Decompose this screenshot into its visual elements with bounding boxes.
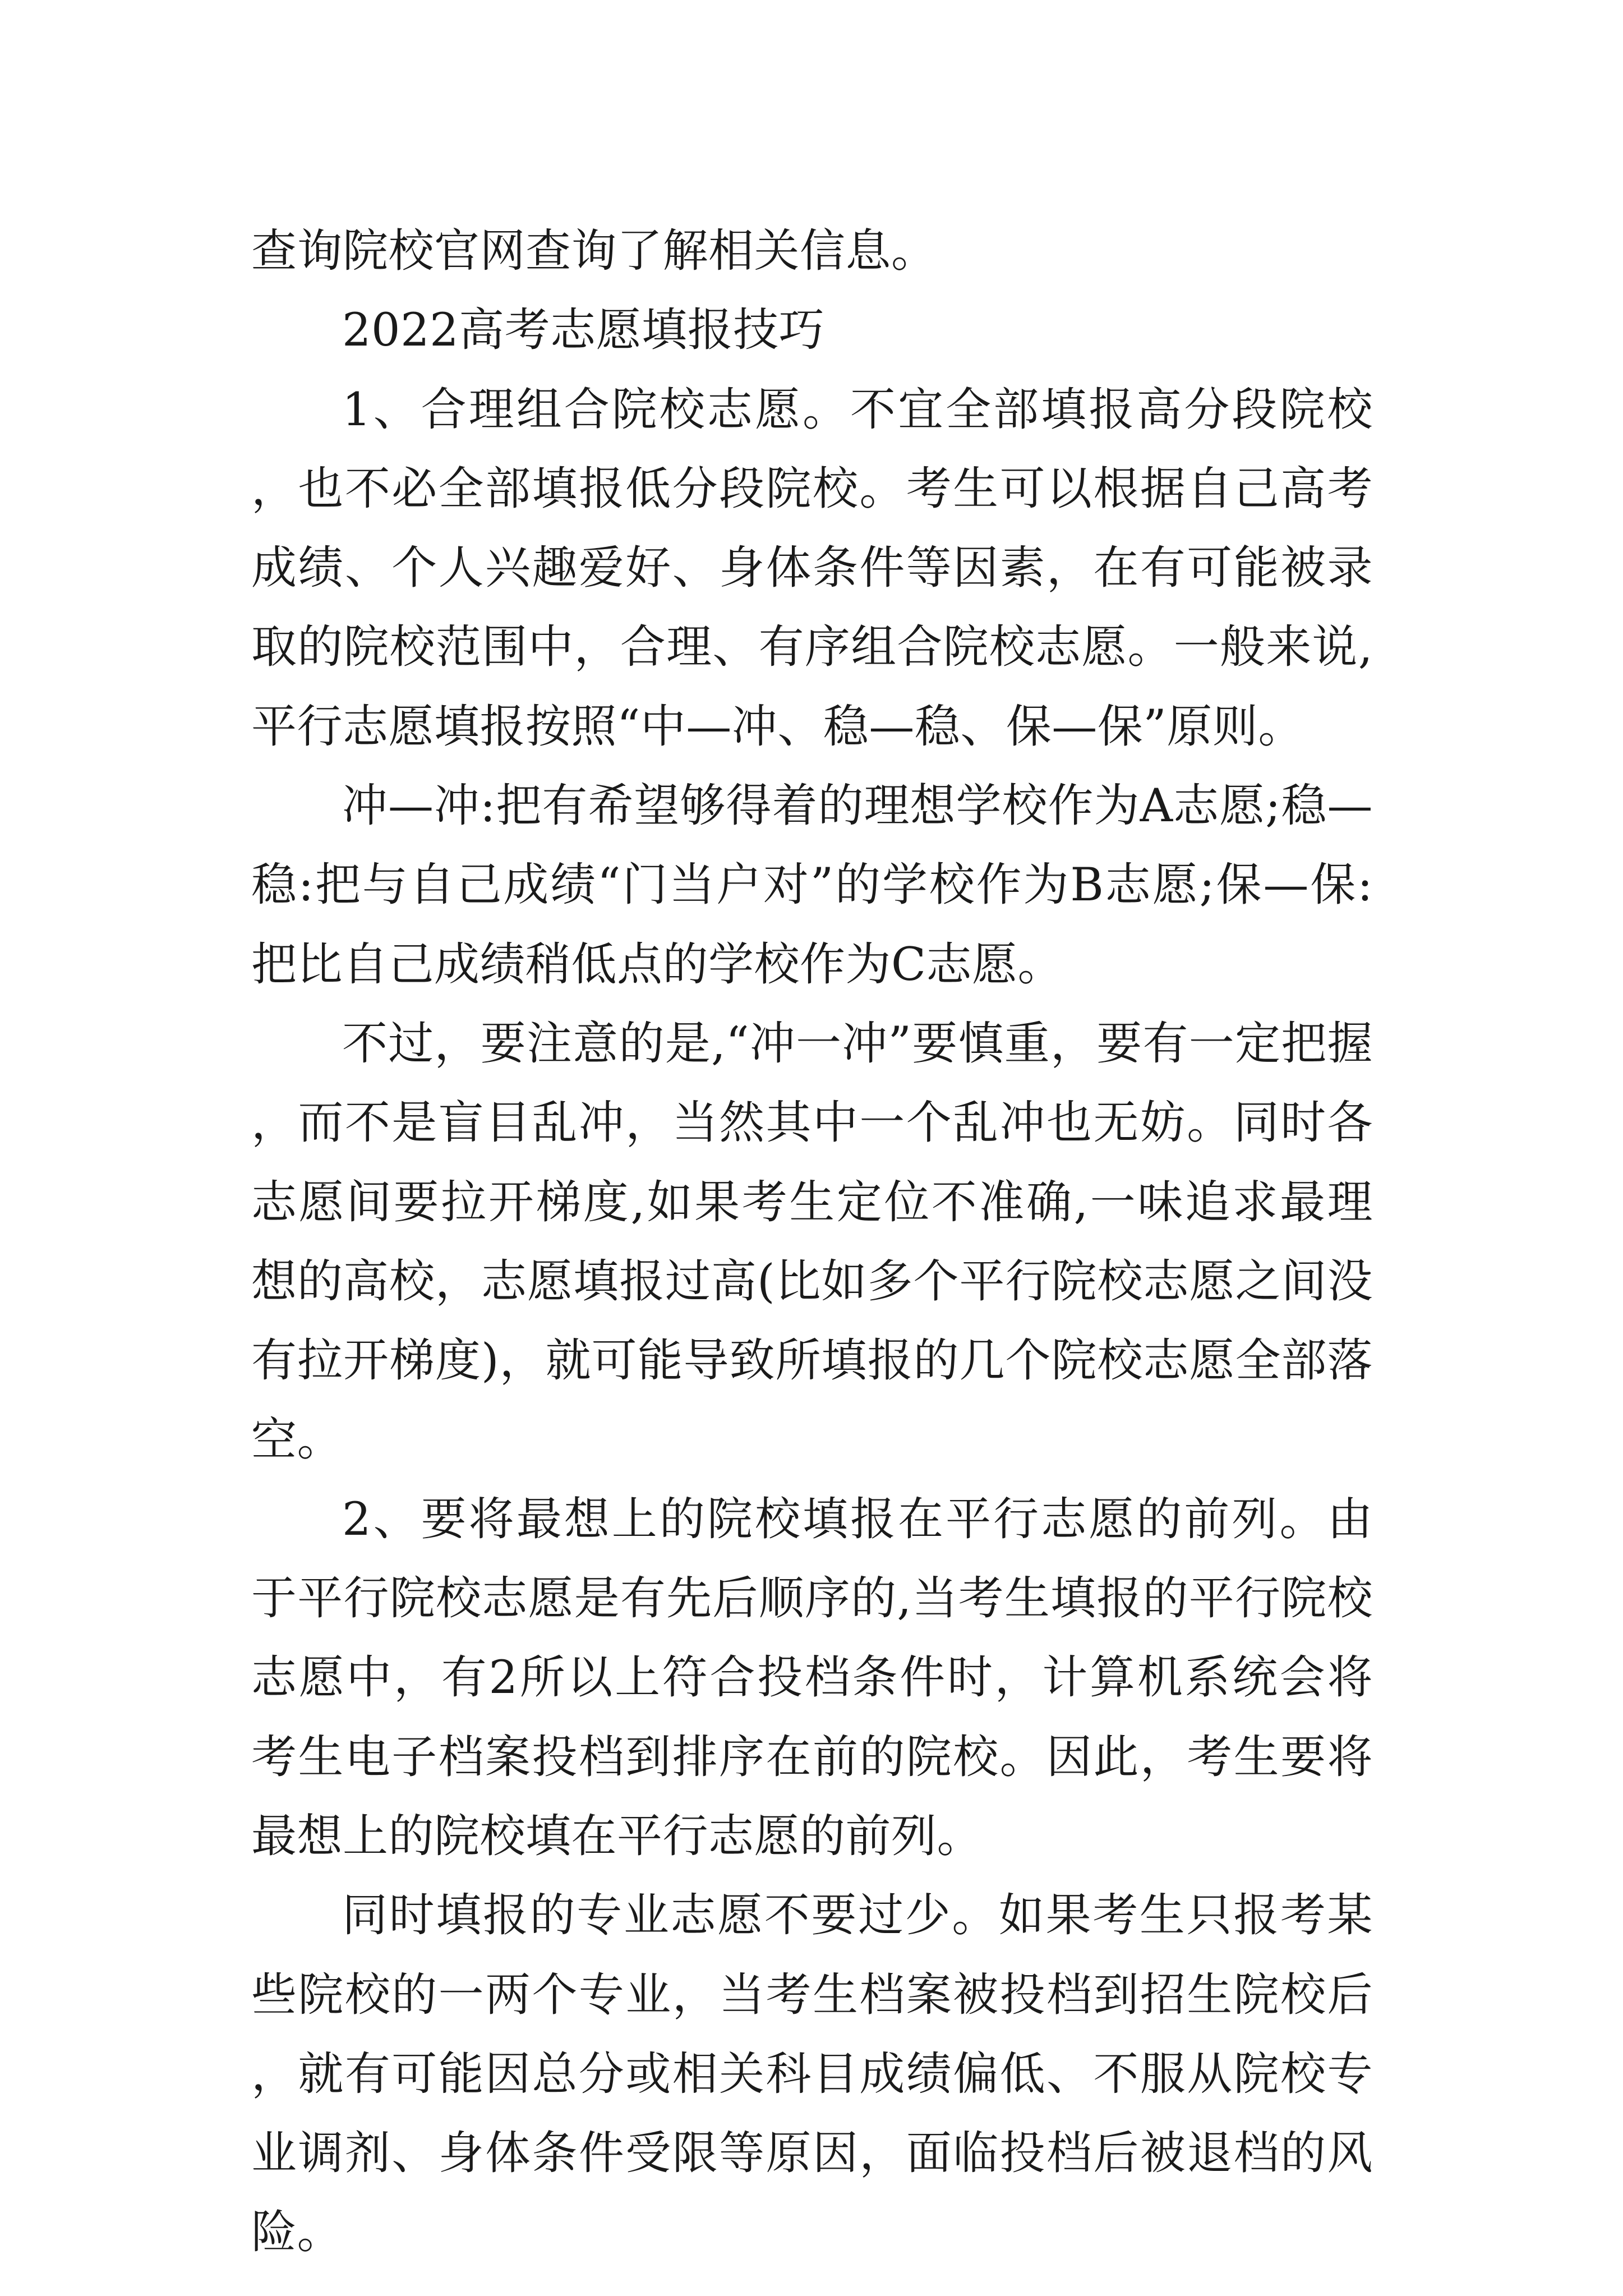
paragraph-rush-steady-safe: 冲—冲:把有希望够得着的理想学校作为A志愿;稳—稳:把与自己成绩“门当户对”的学校作为B志愿;保—保:把比自己成绩稍低点的学校作为C志愿。 (251, 780, 1373, 991)
paragraph-tip-1: 1、合理组合院校志愿。不宜全部填报高分段院校，也不必全部填报低分段院校。考生可以根据自己高考成绩、个人兴趣爱好、身体条件等因素，在有可能被录取的院校范围中，合理、有序组合院校志愿。一般来说,平行志愿填报按照“中—冲、稳—稳、保—保”原则。 (251, 383, 1373, 753)
document-body (251, 212, 1373, 2273)
paragraph-caution: 不过，要注意的是,“冲一冲”要慎重，要有一定把握，而不是盲目乱冲，当然其中一个乱冲也无妨。同时各志愿间要拉开梯度,如果考生定位不准确,一味追求最理想的高校，志愿填报过高(比如多个平行院校志愿之间没有拉开梯度)，就可能导致所填报的几个院校志愿全部落空。 (251, 1017, 1373, 1467)
paragraph-tip-2: 2、要将最想上的院校填报在平行志愿的前列。由于平行院校志愿是有先后顺序的,当考生填报的平行院校志愿中，有2所以上符合投档条件时，计算机系统会将考生电子档案投档到排序在前的院校。因此，考生要将最想上的院校填在平行志愿的前列。 (251, 1493, 1373, 1863)
section-heading: 2022高考志愿填报技巧 (342, 304, 825, 357)
paragraph-major-choices: 同时填报的专业志愿不要过少。如果考生只报考某些院校的一两个专业，当考生档案被投档到招生院校后，就有可能因总分或相关科目成绩偏低、不服从院校专业调剂、身体条件受限等原因，面临投档后被退档的风险。 (251, 1889, 1373, 2260)
paragraph-continuation: 查询院校官网查询了解相关信息。 (251, 225, 937, 278)
